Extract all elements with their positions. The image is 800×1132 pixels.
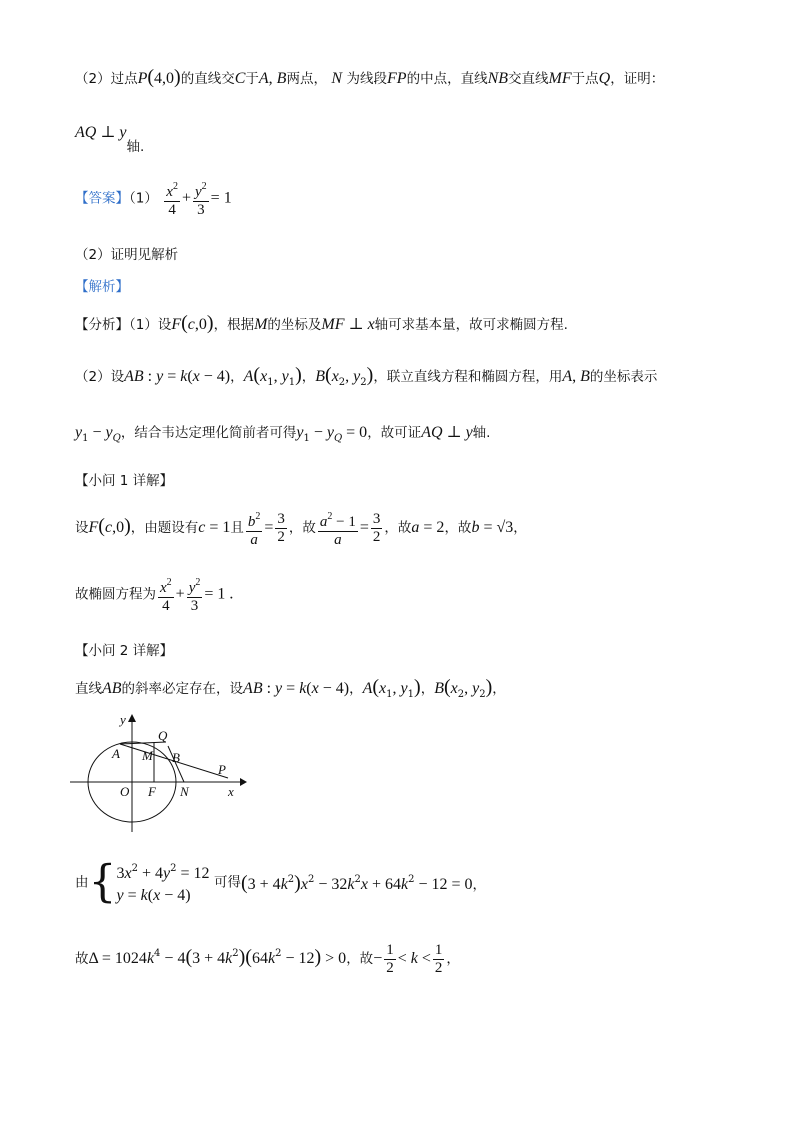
text: 的直线交 — [180, 71, 235, 87]
sub2-heading — [75, 640, 740, 662]
sub2-line-1: 直线AB的斜率必定存在，设AB : y = k(x − 4)，$A(x_1$, $y_1$)，$B(x_2$, $y_2$)， — [75, 676, 506, 700]
label-o: O — [120, 784, 130, 799]
analysis-line-1: 【分析】（1）设F(c,0)，根据M的坐标及MF ⊥ x轴可求基本量，故可求椭圆方程. — [75, 312, 568, 334]
text: ，由题设有 — [130, 520, 199, 536]
analysis-line-2: （2）设AB : y = k(x − 4)，$A(x_1$, $y_1$)，$B(x_2$, $y_2$)，联立直线方程和椭圆方程，用A, B的坐标表示 — [75, 364, 658, 388]
text: （2）设 — [75, 369, 125, 385]
text: ，证明： — [610, 71, 665, 87]
label-f: F — [148, 784, 156, 799]
text: ，故 — [444, 520, 472, 536]
label-y: y — [120, 712, 126, 727]
text: （2）证明见解析 — [75, 247, 179, 263]
text: ， — [349, 681, 363, 697]
text: （1） — [129, 190, 158, 207]
text: ，根据 — [213, 317, 255, 333]
text: 【分析】 — [75, 317, 129, 333]
text: 由 — [75, 874, 89, 891]
text: ，故 — [288, 520, 316, 536]
text: 为线段 — [346, 71, 388, 87]
sub1-line-1: 设F(c,0)，由题设有c = 1且 $\frac{b^2}{a}$ = $\frac{3}{2}$ ，故 $\frac{a^2 - 1}{a}$ = $\frac{3}{2}$ ，故a = 2，故b = √3， — [75, 506, 740, 549]
text: 于点 — [571, 71, 599, 87]
label-q: Q — [158, 728, 168, 743]
text: 的中点，直线 — [406, 71, 488, 87]
text: ，故 — [384, 520, 412, 536]
text: 两点， — [286, 71, 327, 87]
label-n: N — [180, 784, 189, 799]
ellipse-figure — [70, 712, 260, 842]
text: 故 — [75, 951, 89, 967]
question-2-line-1: （2）过点P(4,0)的直线交C于A, B两点， N 为线段FP的中点，直线NB交直线MF于点Q，证明： — [75, 66, 665, 88]
text: 【小问 1 详解】 — [75, 473, 174, 489]
label-m: M — [142, 748, 153, 763]
label-a: A — [112, 746, 120, 761]
text: （1）设 — [129, 317, 172, 333]
text: ， — [513, 520, 527, 536]
label-x: x — [228, 784, 234, 799]
sub2-line-2: 由{ $3x^2 + 4y^2 = 12$ y = k(x − 4) 可得$(3 + 4k^2)x^2 - 32k^2x + 64k^2 - 12 = 0$， — [75, 856, 487, 908]
sub1-line-2: 故椭圆方程为 $\frac{x^2}{4}$ + $\frac{y^2}{3}$ = 1 . — [75, 574, 740, 615]
answer-part2 — [75, 244, 740, 266]
text: 过点 — [110, 71, 138, 87]
text: 且 — [230, 520, 244, 536]
text: 轴. — [472, 425, 491, 441]
text: 直线 — [75, 681, 102, 697]
analysis-tag: 【解析】 — [75, 279, 129, 295]
text: 【小问 2 详解】 — [75, 643, 174, 659]
text: 的斜率必定存在，设 — [121, 681, 244, 697]
answer-line: 【答案】（1） $\frac{x^2}{4}$ + $\frac{y^2}{3}$ = 1 — [75, 178, 740, 219]
sub2-line-3: 故$\Delta = 1024k^4 - 4(3 + 4k^2)(64k^2 - 12) > 0$，故− $\frac{1}{2}$ < k < $\frac{1}{2}$ ， — [75, 941, 460, 976]
text: 轴. — [126, 139, 145, 155]
label-b: B — [172, 750, 180, 765]
analysis-tag-line — [75, 276, 740, 298]
text: 的坐标及 — [267, 317, 322, 333]
text: 交直线 — [508, 71, 549, 87]
y-axis-arrow — [128, 714, 136, 722]
question-2-line-2: AQ ⊥ y轴. — [75, 124, 145, 155]
text: ，结合韦达定理化简前者可得 — [120, 425, 297, 441]
text: 设 — [75, 520, 89, 536]
text: ，故可证 — [367, 425, 422, 441]
label-p: P — [218, 762, 226, 777]
x-axis-arrow — [240, 778, 247, 786]
text: 可得 — [213, 874, 241, 891]
analysis-line-3: $y_1 - y_Q$，结合韦达定理化简前者可得$y_1 - y_Q = 0$，故可证AQ ⊥ y轴. — [75, 424, 491, 444]
text: 故椭圆方程为 — [75, 586, 156, 603]
sub1-heading — [75, 470, 740, 492]
text: 轴可求基本量，故可求椭圆方程. — [374, 317, 568, 333]
text: 于 — [245, 71, 259, 87]
part-label: （2） — [75, 71, 111, 87]
text: 的坐标表示 — [589, 369, 658, 385]
text: ，联立直线方程和椭圆方程，用 — [373, 369, 563, 385]
text: ，故 — [346, 951, 374, 967]
answer-tag: 【答案】 — [75, 190, 129, 207]
